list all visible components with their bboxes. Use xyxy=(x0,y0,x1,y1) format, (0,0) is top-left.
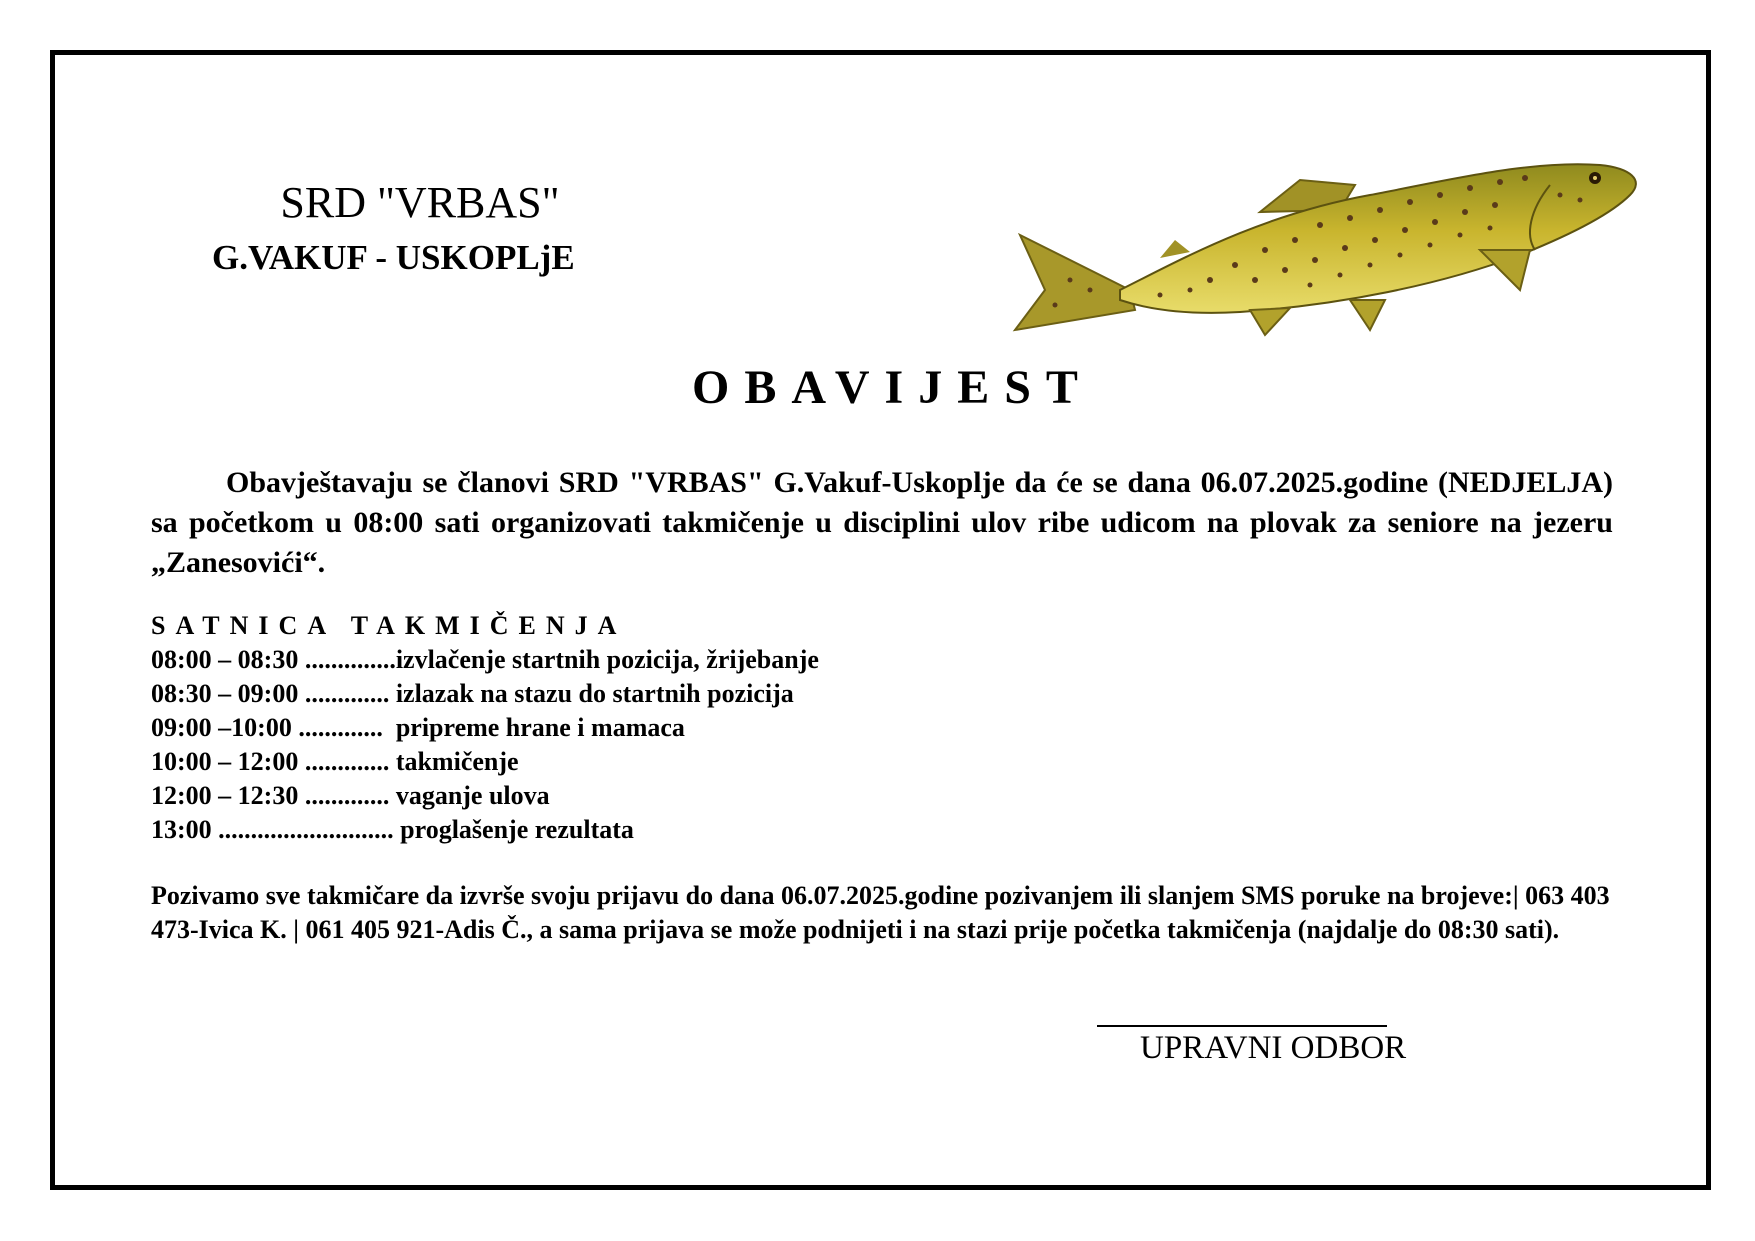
intro-paragraph: Obavještavaju se članovi SRD "VRBAS" G.Vakuf-Uskoplje da će se dana 06.07.2025.godine (NEDJELJA) sa početkom u 08:00 sati organizovati takmičenje u disciplini ulov ribe udicom na plovak za seniore na jezeru „Zanesovići“. xyxy=(151,466,1613,579)
schedule-item: 09:00 –10:00 ............. pripreme hrane i mamaca xyxy=(151,713,685,742)
registration-paragraph: Pozivamo sve takmičare da izvrše svoju prijavu do dana 06.07.2025.godine pozivanjem ili slanjem SMS poruke na brojeve:| 063 403 473-Ivica K. | 061 405 921-Adis Č., a sama prijava se može podnijeti i na stazi prije početka takmičenja (najdalje do 08:30 sati). xyxy=(151,881,1610,944)
notice-title: OBAVIJEST xyxy=(692,361,1093,414)
schedule-item: 12:00 – 12:30 ............. vaganje ulova xyxy=(151,781,550,810)
schedule-list xyxy=(151,643,819,847)
trout-fish-illustration xyxy=(1010,140,1670,350)
schedule-item: 08:00 – 08:30 ..............izvlačenje startnih pozicija, žrijebanje xyxy=(151,645,819,674)
schedule-item: 13:00 ........................... proglašenje rezultata xyxy=(151,815,634,844)
schedule-item: 10:00 – 12:00 ............. takmičenje xyxy=(151,747,519,776)
schedule-item: 08:30 – 09:00 ............. izlazak na stazu do startnih pozicija xyxy=(151,679,794,708)
organization-name: SRD "VRBAS" xyxy=(280,178,560,227)
signature: UPRAVNI ODBOR xyxy=(1140,1030,1407,1066)
organization-place: G.VAKUF - USKOPLjE xyxy=(212,238,575,277)
schedule-title: SATNICA TAKMIČENJA xyxy=(151,611,627,640)
